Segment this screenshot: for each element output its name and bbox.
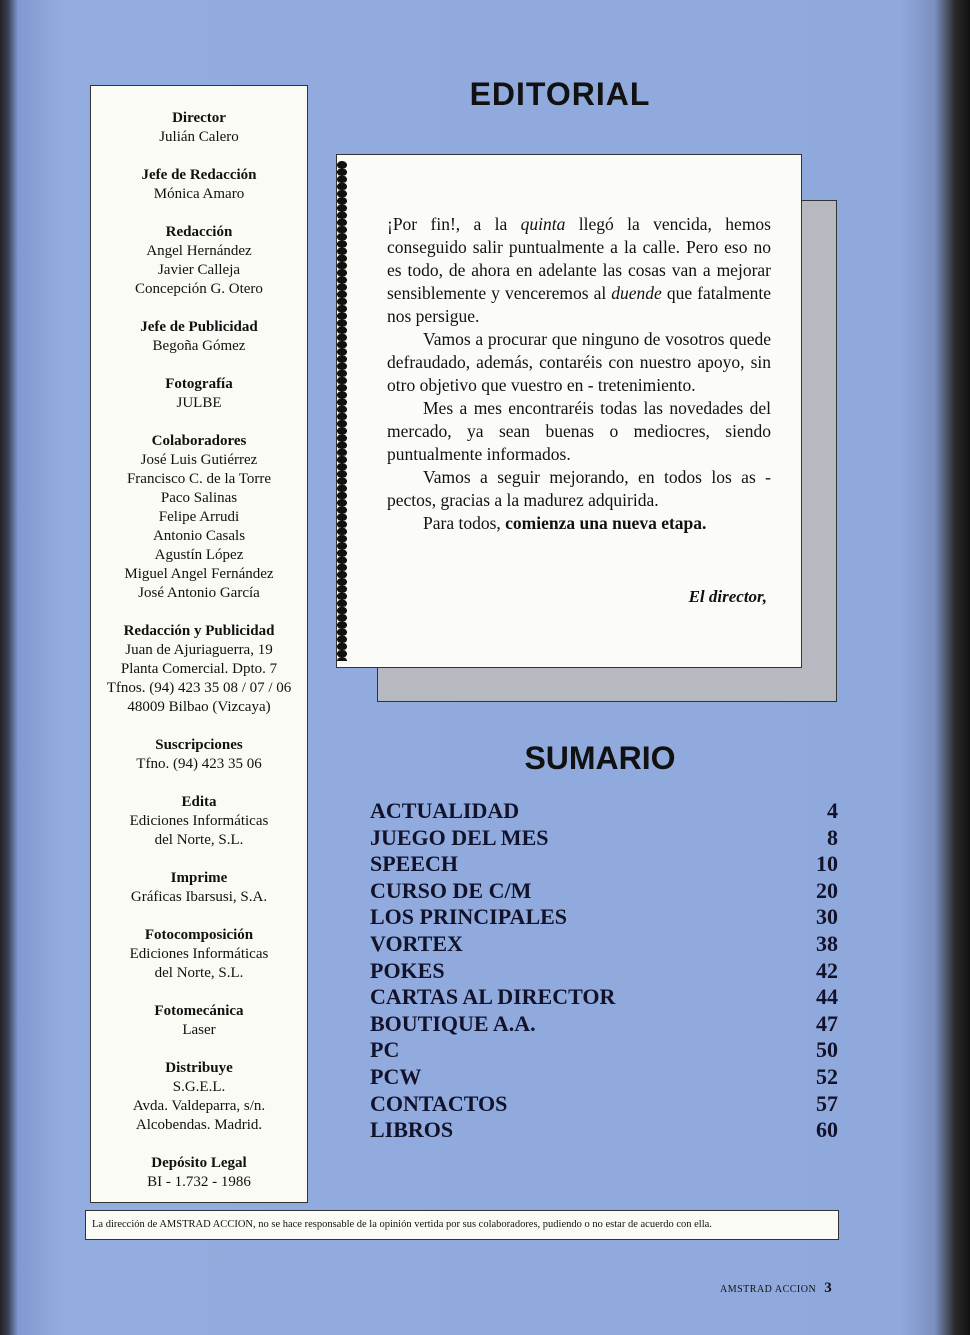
toc-label: PCW [370,1063,422,1089]
credit-role: Fotocomposición [144,927,254,943]
credit-role: Director [172,110,226,126]
toc-entry [370,1037,838,1064]
credit-detail: José Antonio García [138,585,260,601]
toc-page: 30 [816,904,838,930]
credit-detail: Alcobendas. Madrid. [135,1117,263,1133]
page-footer [720,1280,845,1297]
credit-block [91,223,307,299]
credit-block [91,318,307,356]
credit-block [91,432,307,603]
credit-role: Distribuye [165,1060,233,1076]
toc-page: 10 [816,851,838,877]
credit-role: Redacción y Publicidad [123,623,275,639]
toc-label: POKES [370,957,445,983]
credit-detail: José Luis Gutiérrez [140,452,258,468]
credit-block [91,926,307,983]
editorial-text [387,213,771,535]
credit-block [91,622,307,717]
credit-block [91,166,307,204]
toc-page: 44 [816,984,838,1010]
credit-block [91,1059,307,1135]
credit-detail: S.G.E.L. [172,1079,226,1095]
credit-role: Edita [181,794,217,810]
toc-label: SPEECH [370,851,459,877]
credit-detail: 48009 Bilbao (Vizcaya) [127,699,271,715]
toc-entry [370,798,838,825]
credit-detail: Laser [182,1022,216,1038]
credit-detail: Tfnos. (94) 423 35 08 / 07 / 06 [106,680,292,696]
credit-detail: Planta Comercial. Dpto. 7 [120,661,278,677]
credit-role: Suscripciones [155,737,243,753]
toc-page: 42 [816,957,838,983]
editorial-paragraph: Para todos, comienza una nueva etapa. [423,513,707,533]
editorial-notepad [336,154,802,668]
credit-block [91,869,307,907]
toc-page: 38 [816,930,838,956]
credit-block [91,1154,307,1192]
credit-role: Fotografía [165,376,233,392]
credit-role: Jefe de Publicidad [140,319,258,335]
toc-label: VORTEX [370,930,463,956]
editorial-signature: El director, [688,587,767,606]
disclaimer: La dirección de AMSTRAD ACCION, no se hace responsable de la opinión vertida por sus colaboradores, pudiendo o no estar de acuerdo con ella. [85,1210,839,1240]
editorial-title: EDITORIAL [469,76,651,112]
toc-entry [370,958,838,985]
toc-entry [370,1011,838,1038]
credit-detail: JULBE [176,395,222,411]
credit-detail: Javier Calleja [157,262,241,278]
toc-page: 50 [816,1037,838,1063]
editorial-paragraph: Mes a mes encontraréis todas las novedades del mercado, ya sean buenas o mediocres, siendo puntualmente informados. [387,398,771,464]
credit-detail: Ediciones Informáticas [129,946,269,962]
credit-detail: del Norte, S.L. [154,832,244,848]
toc-entry [370,984,838,1011]
credit-detail: Mónica Amaro [153,186,245,202]
toc-entry [370,1117,838,1144]
toc-label: ACTUALIDAD [370,798,520,823]
credit-detail: Tfno. (94) 423 35 06 [136,756,262,772]
credit-detail: Miguel Angel Fernández [124,566,274,582]
credit-block [91,375,307,413]
toc-page: 47 [816,1010,838,1036]
credit-role: Redacción [165,224,233,240]
table-of-contents [370,798,838,1144]
credit-detail: Antonio Casals [152,528,246,544]
toc-entry [370,1091,838,1118]
credit-detail: Francisco C. de la Torre [126,471,272,487]
credit-detail: Angel Hernández [146,243,252,259]
credits-box [90,85,308,1203]
credit-detail: Concepción G. Otero [135,281,263,297]
toc-page: 20 [816,877,838,903]
toc-entry [370,825,838,852]
toc-entry [370,878,838,905]
toc-label: BOUTIQUE A.A. [370,1010,536,1036]
toc-page: 57 [816,1090,838,1116]
editorial-paragraph: Vamos a seguir mejorando, en todos los as - pectos, gracias a la madurez adquirida. [387,467,771,510]
credit-detail: BI - 1.732 - 1986 [147,1174,251,1190]
toc-entry [370,931,838,958]
toc-page: 52 [816,1063,838,1089]
editorial-paragraph: ¡Por fin!, a la quinta llegó la vencida, hemos conseguido salir puntualmente a la calle. Pero eso no es todo, de ahora en adelante las cosas van a mejorar sensiblemente y venceremos al duende que fatalmente nos persigue. [387,214,771,326]
toc-entry [370,851,838,878]
credit-block [91,736,307,774]
credit-role: Fotomecánica [154,1003,244,1019]
toc-label: PC [370,1037,400,1063]
credit-detail: Avda. Valdeparra, s/n. [132,1098,266,1114]
page-number: 3 [824,1280,833,1296]
credit-detail: del Norte, S.L. [154,965,244,981]
credit-detail: Felipe Arrudi [158,509,240,525]
toc-page: 4 [827,798,838,823]
toc-page: 60 [816,1117,838,1143]
toc-label: CONTACTOS [370,1090,508,1116]
credit-detail: Gráficas Ibarsusi, S.A. [130,889,268,905]
toc-label: LOS PRINCIPALES [370,904,568,930]
credit-detail: Begoña Gómez [152,338,246,354]
credit-block [91,793,307,850]
toc-page: 8 [827,824,838,850]
editorial-paragraph: Vamos a procurar que ninguno de vosotros quede defraudado, además, contaréis con nuestro apoyo, sin otro objetivo que vuestro en - tretenimiento. [387,329,771,395]
credit-detail: Agustín López [154,547,244,563]
credit-detail: Julián Calero [159,129,239,145]
toc-entry [370,1064,838,1091]
credit-block [91,1002,307,1040]
credit-detail: Ediciones Informáticas [129,813,269,829]
footer-magazine-name: AMSTRAD ACCION [720,1284,817,1295]
toc-label: CARTAS AL DIRECTOR [370,984,616,1010]
credit-detail: Juan de Ajuriaguerra, 19 [125,642,273,658]
toc-entry [370,904,838,931]
credit-detail: Paco Salinas [160,490,238,506]
toc-label: LIBROS [370,1117,454,1143]
toc-label: JUEGO DEL MES [370,824,549,850]
sumario-title: SUMARIO [524,740,676,776]
credit-block [91,109,307,147]
toc-label: CURSO DE C/M [370,877,532,903]
credit-role: Colaboradores [151,433,247,449]
spiral-binding [333,161,355,661]
credit-role: Jefe de Redacción [141,167,257,183]
credit-role: Depósito Legal [151,1155,247,1171]
credit-role: Imprime [170,870,228,886]
